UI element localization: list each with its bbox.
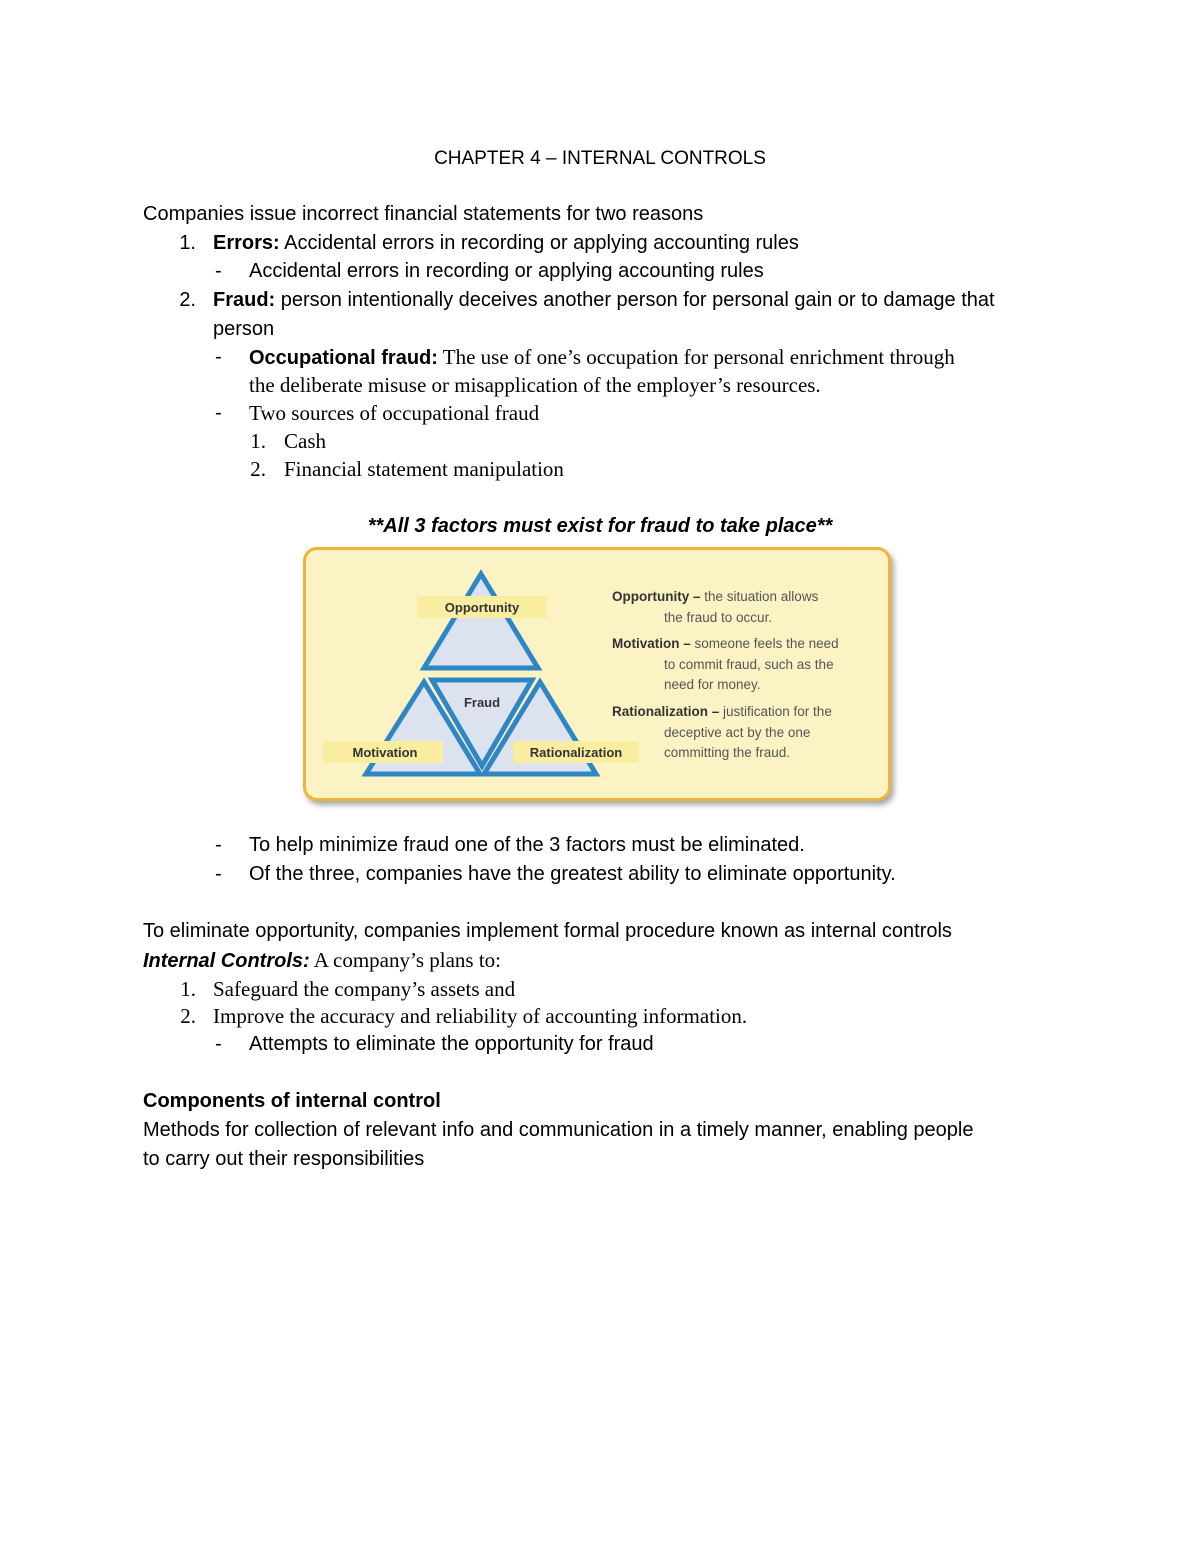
ic-sub-text: Attempts to eliminate the opportunity for fraud [249, 1033, 654, 1055]
rationalization-def-line2: deceptive act by the one [664, 724, 811, 740]
list-number: 1. [179, 232, 196, 254]
ic-item-accuracy: Improve the accuracy and reliability of accounting information. [213, 1004, 748, 1028]
term-occupational-fraud: Occupational fraud: [249, 347, 438, 369]
motivation-def-line3: need for money. [664, 677, 761, 692]
bullet-dash: - [215, 260, 222, 282]
list-number: 1. [180, 977, 196, 1001]
list-item-text [213, 229, 799, 258]
internal-controls-definition [143, 946, 501, 976]
motivation-def-line1: someone feels the need [690, 636, 839, 651]
rationalization-def-term: Rationalization – [612, 704, 720, 719]
fraud-description: person intentionally deceives another person for personal gain or to damage that [275, 289, 995, 311]
occupational-fraud-definition: The use of one’s occupation for personal enrichment through [437, 345, 955, 369]
bullet-dash: - [215, 346, 222, 368]
term-fraud: Fraud: [213, 289, 276, 311]
errors-sub-text: Accidental errors in recording or applying accounting rules [249, 260, 764, 282]
internal-controls-desc: A company’s plans to: [309, 948, 501, 972]
list-number: 2. [179, 289, 196, 311]
list-number: 2. [250, 457, 266, 481]
opportunity-def-term: Opportunity – [612, 589, 701, 604]
components-text-1: Methods for collection of relevant info and communication in a timely manner, enabling people [143, 1119, 974, 1141]
occupational-fraud-text [249, 343, 955, 373]
opportunity-label: Opportunity [444, 600, 520, 615]
page-title: CHAPTER 4 – INTERNAL CONTROLS [434, 148, 766, 169]
minimize-text-2: Of the three, companies have the greatest ability to eliminate opportunity. [249, 863, 896, 885]
opportunity-def-line1: the situation allows [700, 589, 819, 604]
eliminate-intro: To eliminate opportunity, companies implement formal procedure known as internal controls [143, 920, 952, 942]
motivation-def-line2: to commit fraud, such as the [664, 656, 834, 672]
list-number: 1. [250, 429, 266, 453]
source-financial-statement: Financial statement manipulation [284, 457, 564, 481]
bullet-dash: - [215, 863, 222, 885]
rationalization-definition [612, 702, 882, 764]
opportunity-def-line2: the fraud to occur. [664, 609, 773, 625]
fraud-label: Fraud [463, 695, 501, 710]
fraud-description-cont: person [213, 318, 275, 340]
opportunity-definition [612, 587, 882, 628]
intro-text: Companies issue incorrect financial statements for two reasons [143, 203, 704, 225]
errors-description: Accidental errors in recording or applying accounting rules [279, 232, 799, 254]
sources-label: Two sources of occupational fraud [249, 401, 540, 425]
motivation-label: Motivation [352, 745, 418, 760]
components-heading: Components of internal control [143, 1090, 441, 1112]
components-text-2: to carry out their responsibilities [143, 1148, 425, 1170]
term-errors: Errors: [213, 232, 280, 254]
fraud-triangle-figure [303, 547, 891, 801]
list-item-text [213, 286, 995, 315]
rationalization-def-line1: justification for the [719, 704, 832, 719]
opportunity-triangle [424, 574, 538, 668]
motivation-definition [612, 634, 882, 696]
bullet-dash: - [215, 1033, 222, 1055]
term-internal-controls: Internal Controls: [143, 950, 310, 972]
source-cash: Cash [284, 429, 326, 453]
list-number: 2. [180, 1004, 196, 1028]
rationalization-def-line3: committing the fraud. [664, 745, 791, 760]
factor-note: **All 3 factors must exist for fraud to take place** [367, 515, 833, 537]
rationalization-label: Rationalization [529, 745, 623, 760]
occupational-fraud-definition-cont: the deliberate misuse or misapplication of the employer’s resources. [249, 373, 821, 397]
motivation-def-term: Motivation – [612, 636, 691, 651]
bullet-dash: - [215, 402, 222, 424]
ic-item-safeguard: Safeguard the company’s assets and [213, 977, 516, 1001]
minimize-text-1: To help minimize fraud one of the 3 factors must be eliminated. [249, 834, 805, 856]
bullet-dash: - [215, 834, 222, 856]
